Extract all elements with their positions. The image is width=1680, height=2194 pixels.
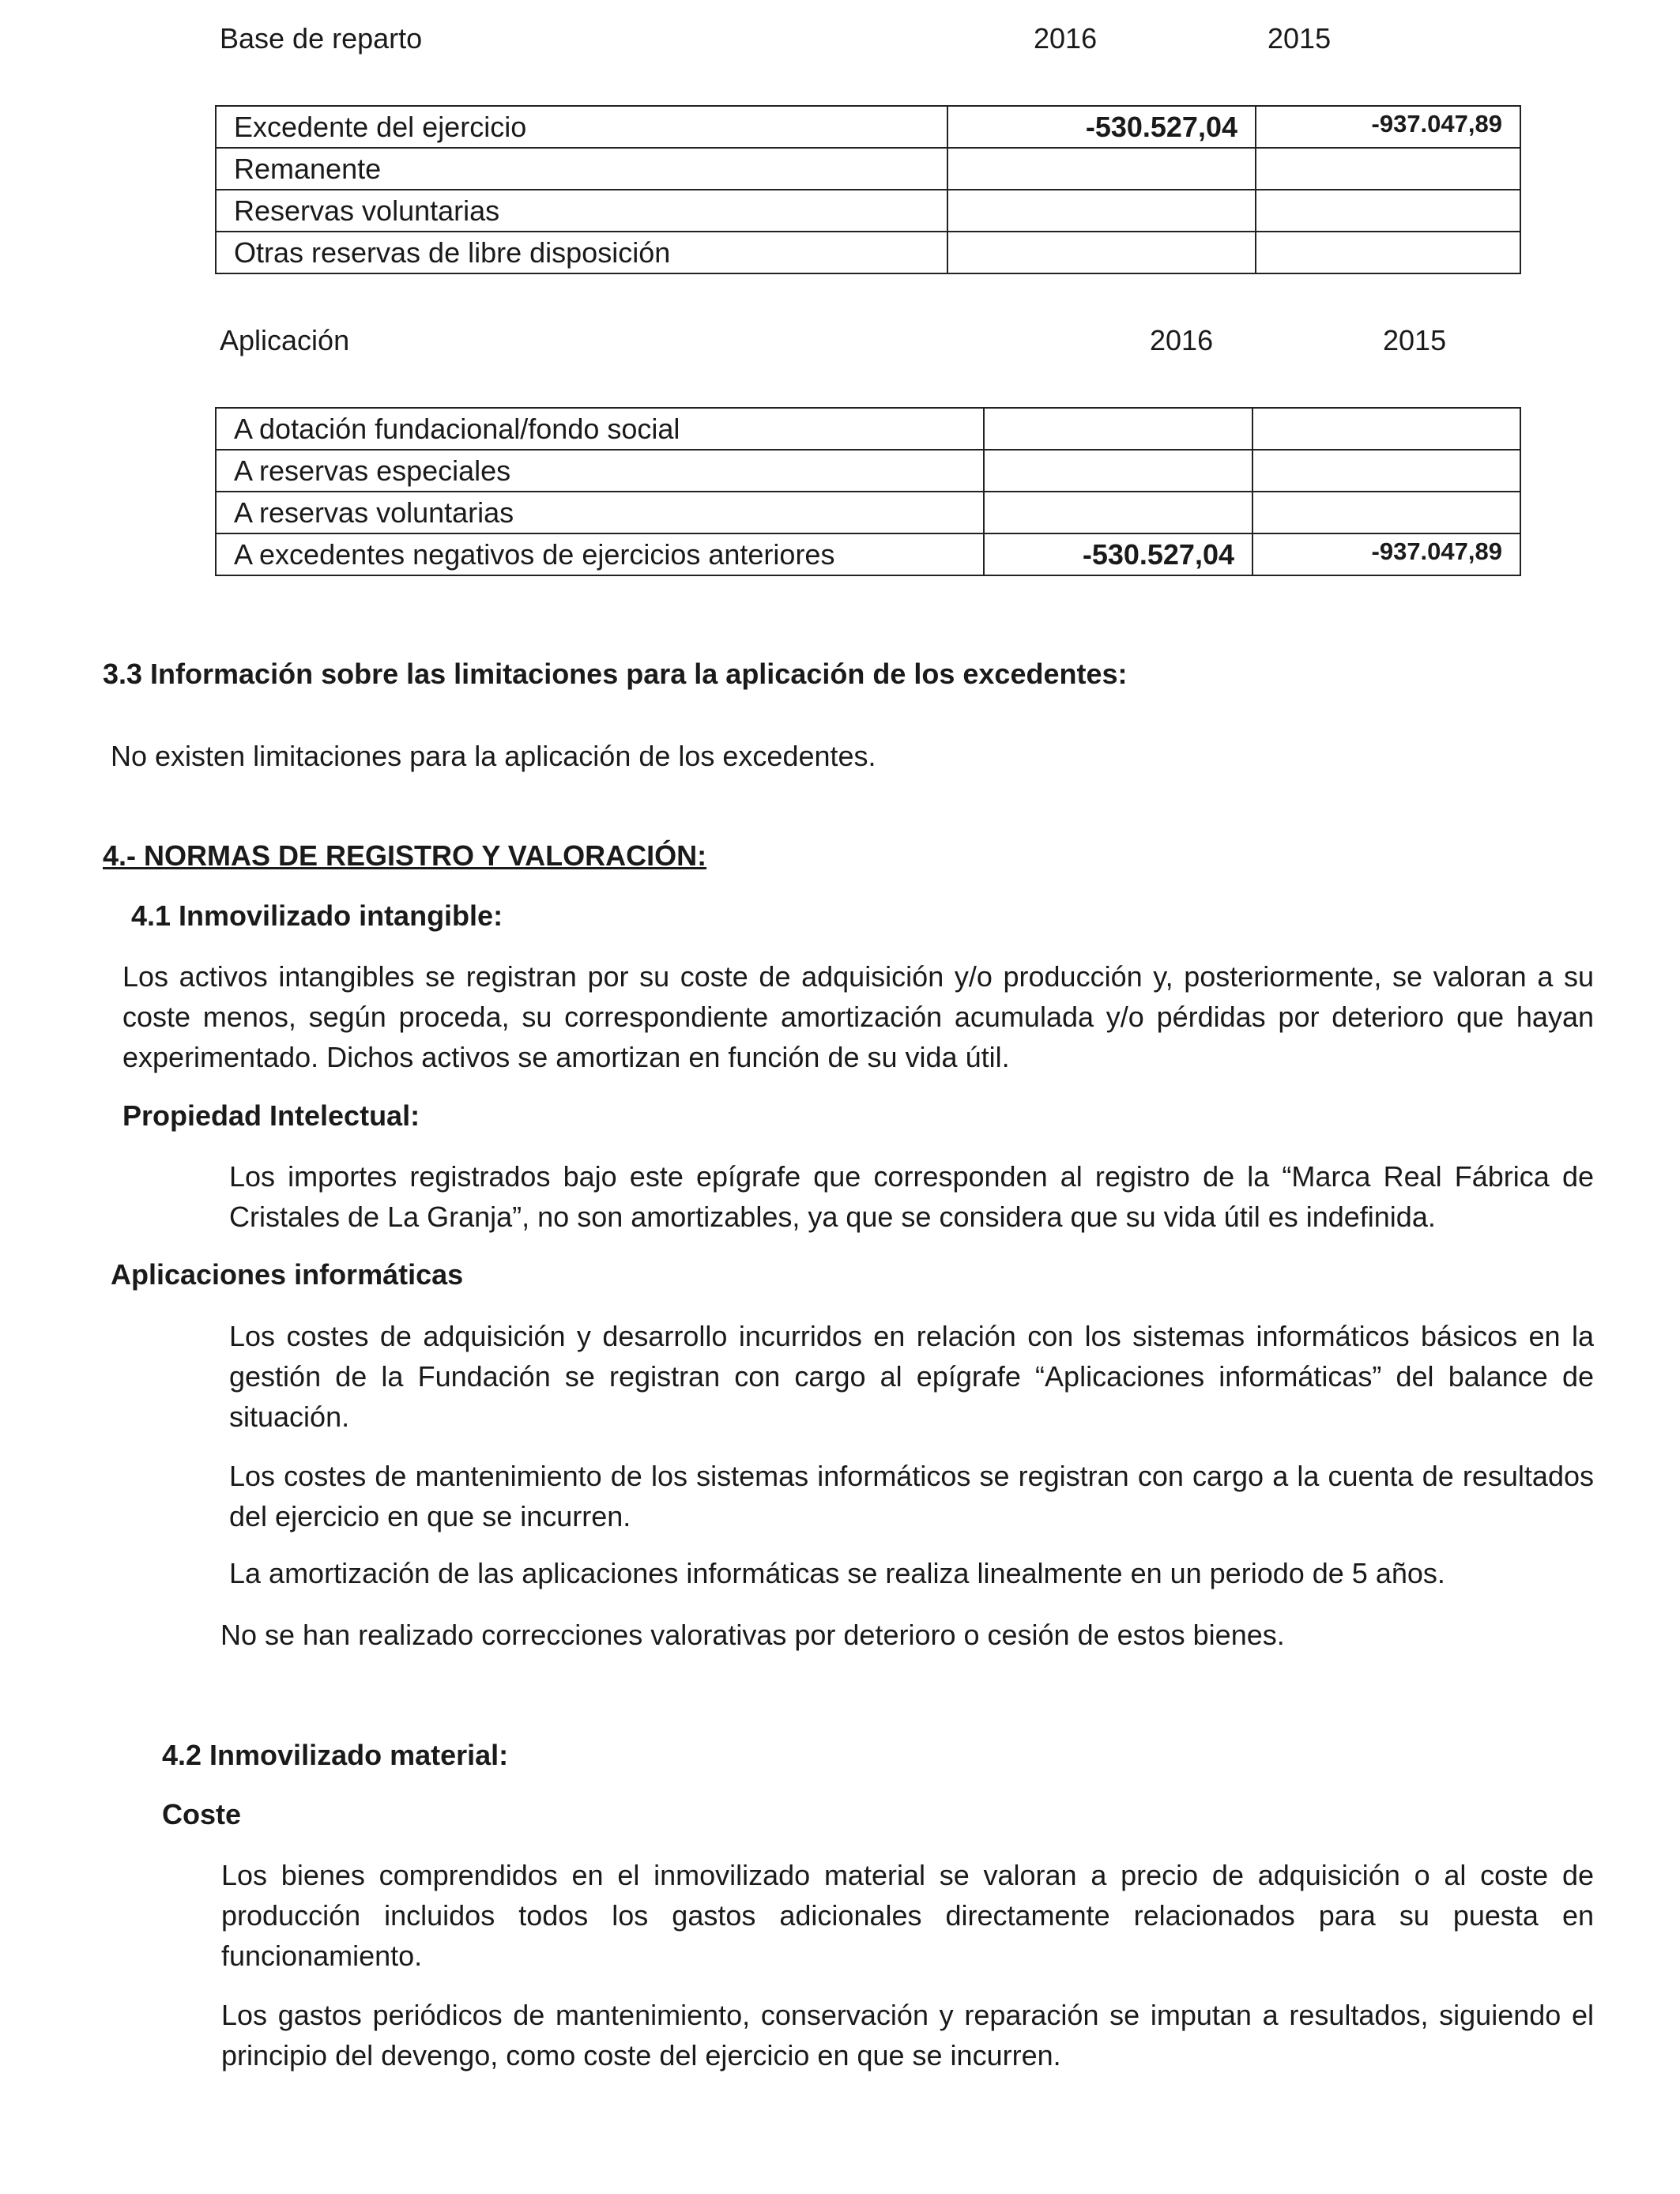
table-row [216, 148, 1520, 190]
row-label: Remanente [216, 148, 947, 190]
row-value-2016 [984, 408, 1252, 450]
row-value-2016: -530.527,04 [984, 533, 1252, 575]
row-value-2016 [984, 492, 1252, 533]
row-value-2016 [984, 450, 1252, 492]
coste-paragraph-1: Los bienes comprendidos en el inmovilizado material se valoran a precio de adquisición o al coste de producción incluidos todos los gastos adicionales directamente relacionados para su puesta en funcionamiento. [221, 1859, 1594, 1972]
row-label: A excedentes negativos de ejercicios anteriores [216, 533, 984, 575]
row-value-2016 [947, 190, 1256, 232]
table-row [216, 408, 1520, 450]
row-label: A reservas especiales [216, 450, 984, 492]
base-reparto-col-2016: 2016 [1034, 22, 1098, 55]
row-value-2015 [1252, 450, 1520, 492]
aplicacion-col-2015: 2015 [1383, 324, 1447, 356]
aplicaciones-paragraph-2: Los costes de mantenimiento de los sistemas informáticos se registran con cargo a la cuenta de resultados del ejercicio en que se incurren. [229, 1460, 1594, 1532]
row-label: Excedente del ejercicio [216, 106, 947, 148]
row-value-2015 [1252, 492, 1520, 533]
coste-heading: Coste [162, 1798, 242, 1830]
section-4-2-heading: 4.2 Inmovilizado material: [162, 1739, 509, 1771]
section-4-heading: 4.- NORMAS DE REGISTRO Y VALORACIÓN: [103, 839, 707, 872]
row-value-2016 [947, 232, 1256, 273]
coste-paragraph-2: Los gastos periódicos de mantenimiento, conservación y reparación se imputan a resultados, siguiendo el principio del devengo, como coste del ejercicio en que se incurren. [221, 1999, 1594, 2071]
row-value-2015: -937.047,89 [1256, 106, 1520, 148]
section-4-1-heading: 4.1 Inmovilizado intangible: [131, 899, 503, 932]
aplicacion-col-2016: 2016 [1150, 324, 1214, 356]
table-row [216, 533, 1520, 575]
row-value-2015 [1256, 232, 1520, 273]
section-3-3-heading: 3.3 Información sobre las limitaciones para la aplicación de los excedentes: [103, 658, 1128, 690]
row-value-2015 [1256, 148, 1520, 190]
section-4-1-paragraph: Los activos intangibles se registran por su coste de adquisición y/o producción y, posteriormente, se valoran a su coste menos, según proceda, su correspondiente amortización acumulada y/o pérdidas por deterioro que hayan experimentado. Dichos activos se amortizan en función de su vida útil. [122, 960, 1594, 1073]
aplicaciones-paragraph-3: La amortización de las aplicaciones informáticas se realiza linealmente en un periodo de 5 años. [229, 1557, 1445, 1589]
table-row [216, 232, 1520, 273]
aplicacion-table [215, 407, 1521, 576]
table-row [216, 190, 1520, 232]
row-value-2015 [1256, 190, 1520, 232]
row-value-2015: -937.047,89 [1252, 533, 1520, 575]
row-value-2016: -530.527,04 [947, 106, 1256, 148]
row-label: A dotación fundacional/fondo social [216, 408, 984, 450]
table-row [216, 450, 1520, 492]
base-reparto-table [215, 105, 1521, 274]
aplicaciones-paragraph-1: Los costes de adquisición y desarrollo incurridos en relación con los sistemas informáticos básicos en la gestión de la Fundación se registran con cargo al epígrafe “Aplicaciones informáticas” del balance de situación. [229, 1320, 1594, 1433]
row-label: A reservas voluntarias [216, 492, 984, 533]
propiedad-intelectual-heading: Propiedad Intelectual: [122, 1099, 420, 1132]
table-row [216, 492, 1520, 533]
row-label: Reservas voluntarias [216, 190, 947, 232]
aplicaciones-paragraph-4: No se han realizado correcciones valorativas por deterioro o cesión de estos bienes. [220, 1619, 1285, 1651]
base-reparto-heading: Base de reparto [220, 22, 423, 55]
row-label: Otras reservas de libre disposición [216, 232, 947, 273]
propiedad-intelectual-paragraph: Los importes registrados bajo este epígrafe que corresponden al registro de la “Marca Real Fábrica de Cristales de La Granja”, no son amortizables, ya que se considera que su vida útil es indefinida. [229, 1160, 1594, 1233]
row-value-2015 [1252, 408, 1520, 450]
section-3-3-text: No existen limitaciones para la aplicación de los excedentes. [111, 740, 876, 772]
aplicaciones-informaticas-heading: Aplicaciones informáticas [111, 1258, 464, 1291]
row-value-2016 [947, 148, 1256, 190]
aplicacion-heading: Aplicación [220, 324, 350, 356]
table-row [216, 106, 1520, 148]
base-reparto-col-2015: 2015 [1268, 22, 1332, 55]
